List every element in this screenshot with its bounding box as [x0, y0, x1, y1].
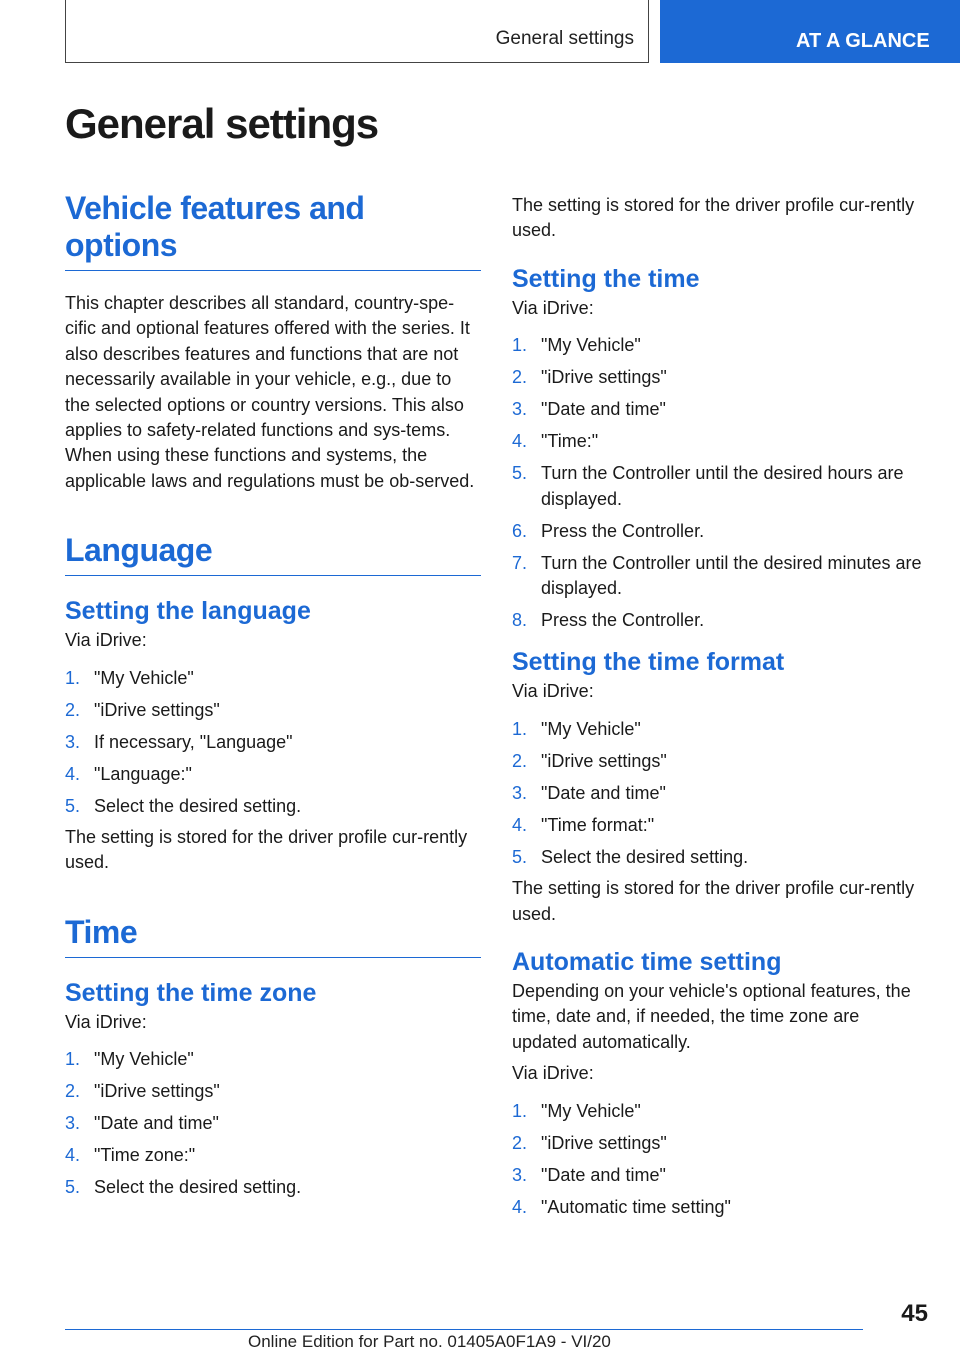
page-number: 45 [901, 1300, 928, 1327]
list-item: 4. "Time:" [512, 431, 599, 452]
setting-language-subheading: Setting the language [65, 597, 311, 626]
list-item: 2. "iDrive settings" [65, 1081, 220, 1102]
time-format-note: The setting is stored for the driver profile cur-rently used. [512, 878, 915, 924]
list-item: 2. "iDrive settings" [512, 367, 667, 388]
list-item: 2. "iDrive settings" [512, 750, 667, 771]
list-item: 1. "My Vehicle" [65, 1049, 194, 1070]
continued-note: The setting is stored for the driver profile cur-rently used. [512, 195, 915, 241]
automatic-time-via: Via iDrive: [512, 1063, 594, 1084]
features-body: This chapter describes all standard, country-spe-cific and optional features offered with the series. It also describes features and functions that are not necessarily available in your vehicle, e.g., due to the selected options or country versions. This also applies to safety-related functions and sys-tems. When using these functions and systems, the applicable laws and regulations must be ob-served. [65, 293, 475, 491]
list-item: 4. "Automatic time setting" [512, 1196, 731, 1217]
list-item: 1. "My Vehicle" [512, 718, 641, 739]
list-item: 3. "Date and time" [512, 782, 666, 803]
list-item: 3. "Date and time" [512, 399, 666, 420]
time-format-via: Via iDrive: [512, 681, 594, 702]
list-item: 5. Select the desired setting. [65, 1177, 302, 1198]
list-item: 1. "My Vehicle" [65, 667, 194, 688]
list-item: 4. "Time format:" [512, 814, 655, 835]
setting-time-format-subheading: Setting the time format [512, 648, 785, 677]
language-note: The setting is stored for the driver profile cur-rently used. [65, 827, 468, 873]
left-column [65, 190, 481, 1207]
right-column [512, 193, 928, 1227]
list-item: 5. Select the desired setting. [512, 846, 749, 867]
header-section-title: General settings [495, 28, 634, 49]
time-zone-via: Via iDrive: [65, 1011, 147, 1032]
list-item: 3. "Date and time" [512, 1164, 666, 1185]
language-steps [65, 666, 481, 819]
automatic-time-steps [512, 1099, 928, 1220]
automatic-time-body: Depending on your vehicle's optional features, the time, date and, if needed, the time zone are updated automatically. [512, 981, 911, 1052]
language-via: Via iDrive: [65, 630, 147, 651]
automatic-time-subheading: Automatic time setting [512, 948, 782, 977]
footer-divider [65, 1329, 863, 1330]
footer-edition: Online Edition for Part no. 01405A0F1A9 - VI/20 [248, 1332, 611, 1351]
time-format-steps [512, 717, 928, 870]
list-item: 2. "iDrive settings" [65, 699, 220, 720]
list-item: 8. Press the Controller. [512, 610, 705, 631]
list-item: 5. Select the desired setting. [65, 795, 302, 816]
setting-time-zone-subheading: Setting the time zone [65, 978, 317, 1007]
list-item: 3. If necessary, "Language" [65, 731, 293, 752]
list-item: 4. "Language:" [65, 763, 192, 784]
list-item: 6. Press the Controller. [512, 520, 705, 541]
list-item: 1. "My Vehicle" [512, 335, 641, 356]
list-item: 1. "My Vehicle" [512, 1100, 641, 1121]
page-title: General settings [65, 100, 379, 147]
list-item: 2. "iDrive settings" [512, 1132, 667, 1153]
time-heading: Time [65, 914, 481, 958]
header-chapter-tab[interactable]: AT A GLANCE [660, 0, 960, 63]
setting-time-subheading: Setting the time [512, 264, 700, 293]
list-item: 4. "Time zone:" [65, 1145, 196, 1166]
features-heading: Vehicle features and options [65, 190, 481, 271]
list-item: 3. "Date and time" [65, 1113, 219, 1134]
set-time-via: Via iDrive: [512, 297, 594, 318]
list-item: 7. Turn the Controller until the desired minutes are displayed. [512, 552, 922, 599]
time-zone-steps [65, 1047, 481, 1200]
language-heading: Language [65, 532, 481, 576]
set-time-steps [512, 333, 928, 633]
list-item: 5. Turn the Controller until the desired hours are displayed. [512, 463, 904, 509]
header-section-box [65, 0, 649, 63]
